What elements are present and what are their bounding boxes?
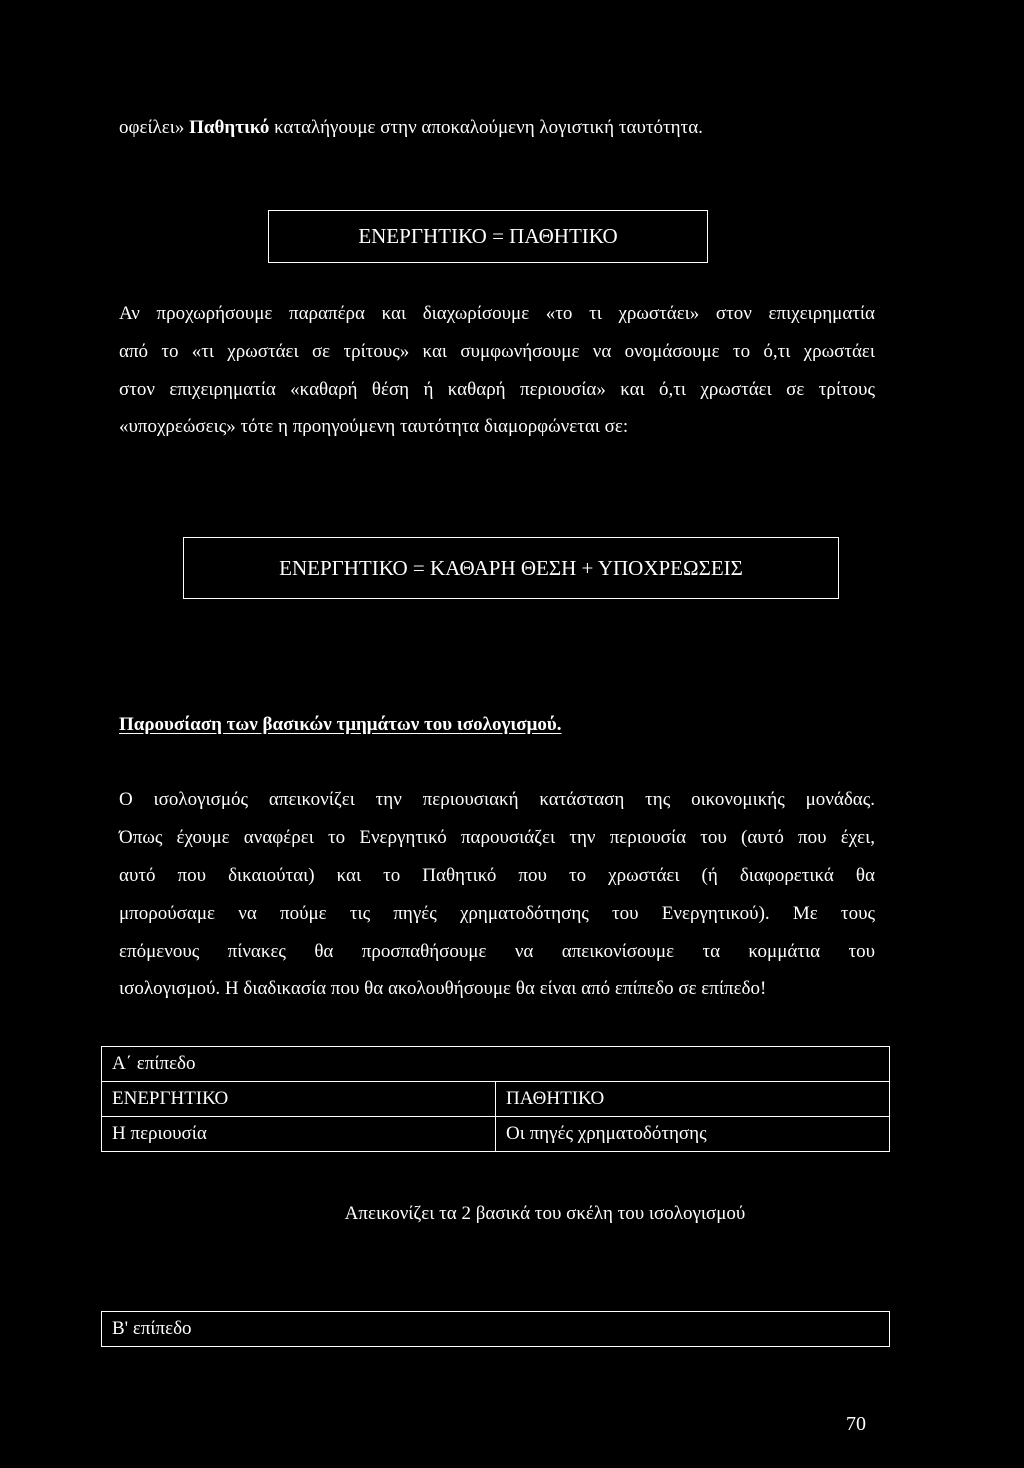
level-b-table <box>101 1311 890 1347</box>
assets-header: ΕΝΕΡΓΗΤΙΚΟ <box>102 1082 496 1117</box>
intro-line <box>119 116 703 140</box>
level-b-title: Β' επίπεδο <box>102 1312 890 1347</box>
liabilities-header: ΠΑΘΗΤΙΚΟ <box>496 1082 890 1117</box>
para2-line-1: Ο ισολογισμός απεικονίζει την περιουσιακή κατάσταση της οικονομικής μονάδας. <box>119 789 875 810</box>
equation-box-assets-liabilities <box>268 210 708 263</box>
equation-text: ΕΝΕΡΓΗΤΙΚΟ = ΠΑΘΗΤΙΚΟ <box>358 224 618 248</box>
level-a-title: Α΄ επίπεδο <box>102 1047 890 1082</box>
level-a-table <box>101 1046 890 1152</box>
page-number: 70 <box>846 1413 866 1435</box>
para1-line-3: στον επιχειρηματία «καθαρή θέση ή καθαρή περιουσία» και ό,τι χρωστάει σε τρίτους <box>119 379 875 400</box>
para1-line-4: «υποχρεώσεις» τότε η προηγούμενη ταυτότητα διαμορφώνεται σε: <box>119 416 629 437</box>
para2-line-6: ισολογισμού. Η διαδικασία που θα ακολουθήσουμε θα είναι από επίπεδο σε επίπεδο! <box>119 978 767 999</box>
intro-bold-term: Παθητικό <box>189 117 270 138</box>
para1-line-1: Αν προχωρήσουμε παραπέρα και διαχωρίσουμε «το τι χρωστάει» στον επιχειρηματία <box>119 303 875 324</box>
equation-text: ΕΝΕΡΓΗΤΙΚΟ = ΚΑΘΑΡΗ ΘΕΣΗ + ΥΠΟΧΡΕΩΣΕΙΣ <box>279 555 743 580</box>
para2-line-3: αυτό που δικαιούται) και το Παθητικό που το χρωστάει (ή διαφορετικά θα <box>119 865 875 886</box>
para1-line-2: από το «τι χρωστάει σε τρίτους» και συμφωνήσουμε να ονομάσουμε το ό,τι χρωστάει <box>119 341 875 362</box>
section-heading: Παρουσίαση των βασικών τμημάτων του ισολογισμού. <box>119 714 562 735</box>
liabilities-description: Οι πηγές χρηματοδότησης <box>496 1117 890 1152</box>
para2-line-4: μπορούσαμε να πούμε τις πηγές χρηματοδότησης του Ενεργητικού). Με τους <box>119 903 875 924</box>
intro-prefix: οφείλει» <box>119 117 190 138</box>
assets-description: Η περιουσία <box>102 1117 496 1152</box>
intro-suffix: καταλήγουμε στην αποκαλούμενη λογιστική ταυτότητα. <box>269 117 703 138</box>
para2-line-5: επόμενους πίνακες θα προσπαθήσουμε να απεικονίσουμε τα κομμάτια του <box>119 941 875 962</box>
level-a-caption: Απεικονίζει τα 2 βασικά του σκέλη του ισολογισμού <box>344 1203 746 1224</box>
equation-box-assets-equity-liabilities <box>183 537 839 599</box>
para2-line-2: Όπως έχουμε αναφέρει το Ενεργητικό παρουσιάζει την περιουσία του (αυτό που έχει, <box>119 827 875 848</box>
